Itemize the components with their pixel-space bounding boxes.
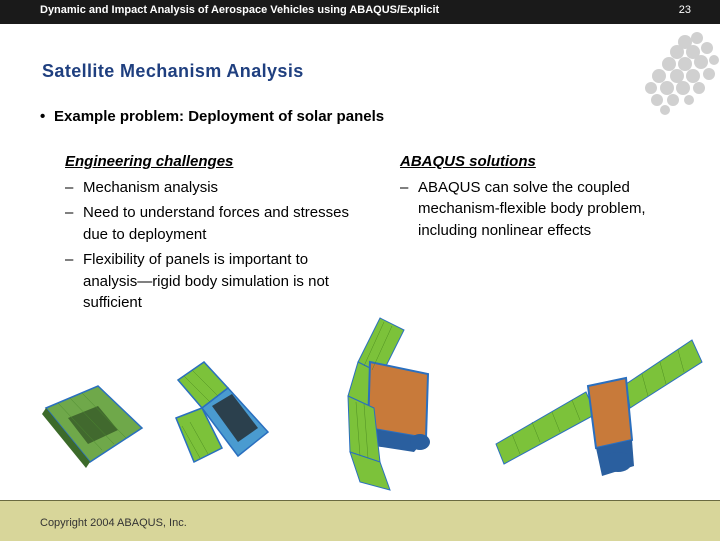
engineering-challenges-column: [65, 151, 365, 318]
list-item: – Need to understand forces and stresses due to deployment: [65, 202, 365, 245]
copyright-text: Copyright 2004 ABAQUS, Inc.: [40, 517, 187, 529]
slide-title: Satellite Mechanism Analysis: [42, 61, 304, 81]
solutions-list: [400, 177, 695, 242]
footer-bar: [0, 500, 720, 541]
satellite-stage-2-image: [172, 358, 274, 466]
abaqus-logo-icon: [635, 30, 720, 125]
challenges-list: [65, 177, 365, 314]
abaqus-solutions-column: [400, 151, 695, 245]
bullet-dot: •: [40, 108, 46, 125]
list-item: – Flexibility of panels is important to analysis—rigid body simulation is not sufficient: [65, 249, 365, 314]
satellite-stage-3-image: [340, 312, 442, 494]
abaqus-solutions-heading: ABAQUS solutions: [400, 153, 536, 170]
satellite-stage-4-image: [492, 336, 704, 482]
presentation-title: Dynamic and Impact Analysis of Aerospace Vehicles using ABAQUS/Explicit: [40, 4, 440, 16]
satellite-stage-1-image: [38, 378, 150, 470]
main-bullet: [40, 108, 384, 125]
engineering-challenges-heading: Engineering challenges: [65, 153, 234, 170]
list-item: – Mechanism analysis: [65, 177, 365, 199]
header-bar: [0, 0, 720, 24]
main-bullet-text: Example problem: Deployment of solar panels: [54, 108, 385, 125]
list-item: – ABAQUS can solve the coupled mechanism-flexible body problem, including nonlinear effects: [400, 177, 695, 242]
page-number: 23: [678, 4, 691, 16]
